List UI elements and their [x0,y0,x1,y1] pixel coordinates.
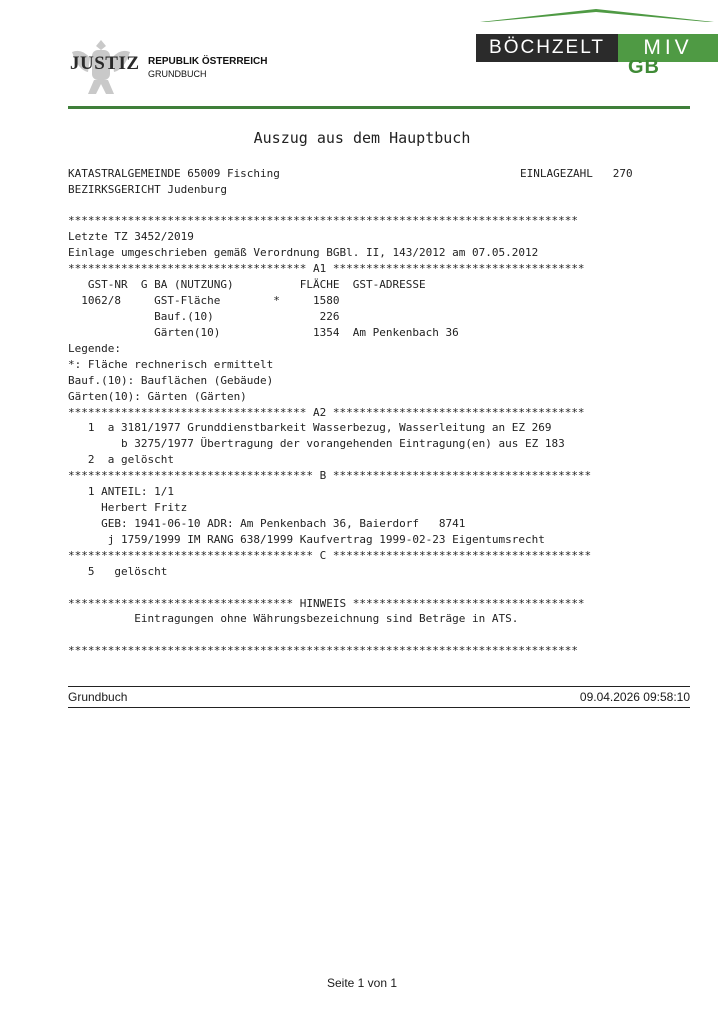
section-c-header: ************************************* C *************************************** [68,549,592,562]
brand-name: BÖCHZELT [476,34,618,62]
legende-item: Bauf.(10): Bauflächen (Gebäude) [68,374,274,387]
republik-label: REPUBLIK ÖSTERREICH [148,56,268,67]
closing-separator: ***************************************************************************** [68,644,578,657]
umschreibung-line: Einlage umgeschrieben gemäß Verordnung BGBl. II, 143/2012 am 07.05.2012 [68,246,539,259]
b-owner-details: GEB: 1941-06-10 ADR: Am Penkenbach 36, Baierdorf 8741 [68,517,466,530]
hinweis-text: Eintragungen ohne Währungsbezeichnung sind Beträge in ATS. [68,612,519,625]
footer-divider [68,707,690,708]
a2-entry: b 3275/1977 Übertragung der vorangehenden Eintragung(en) aus EZ 183 [68,437,565,450]
page-number: Seite 1 von 1 [326,976,398,990]
brand-miv: MIV [618,34,718,62]
footer-label: Grundbuch [68,690,128,704]
separator-line: ***************************************************************************** [68,214,578,227]
a1-row-gst: 1062/8 GST-Fläche * 1580 [68,294,340,307]
justiz-wordmark: JUSTIZ [70,53,140,74]
a2-entry: 2 a gelöscht [68,453,174,466]
roof-icon [476,8,718,24]
a1-row-bauf: Bauf.(10) 226 [68,310,340,323]
einlagezahl: EINLAGEZAHL 270 [520,167,633,180]
katastral-line: KATASTRALGEMEINDE 65009 Fisching [68,167,280,180]
a1-column-headers: GST-NR G BA (NUTZUNG) FLÄCHE GST-ADRESSE [68,278,426,291]
boechzelt-logo [476,8,718,76]
document-title: Auszug aus dem Hauptbuch [253,129,471,147]
section-b-header: ************************************* B *************************************** [68,469,592,482]
header-divider [68,106,690,109]
bezirksgericht-line: BEZIRKSGERICHT Judenburg [68,183,227,196]
a2-entry: 1 a 3181/1977 Grunddienstbarkeit Wasserbezug, Wasserleitung an EZ 269 [68,421,552,434]
legende-heading: Legende: [68,342,121,355]
section-a2-header: ************************************ A2 ************************************** [68,406,585,419]
letzte-tz: Letzte TZ 3452/2019 [68,230,194,243]
footer-divider [68,686,690,687]
c-entry: 5 gelöscht [68,565,168,578]
grundbuch-label: GRUNDBUCH [148,69,207,79]
brand-gb: GB [628,60,660,76]
footer-timestamp: 09.04.2026 09:58:10 [579,690,690,704]
section-a1-header: ************************************ A1 ************************************** [68,262,585,275]
legende-item: Gärten(10): Gärten (Gärten) [68,390,247,403]
b-owner-name: Herbert Fritz [68,501,188,514]
a1-row-gaerten: Gärten(10) 1354 Am Penkenbach 36 [68,326,459,339]
legende-item: *: Fläche rechnerisch ermittelt [68,358,274,371]
b-entry: j 1759/1999 IM RANG 638/1999 Kaufvertrag 1999-02-23 Eigentumsrecht [68,533,545,546]
hinweis-header: ********************************** HINWEIS *********************************** [68,597,585,610]
b-anteil: 1 ANTEIL: 1/1 [68,485,174,498]
